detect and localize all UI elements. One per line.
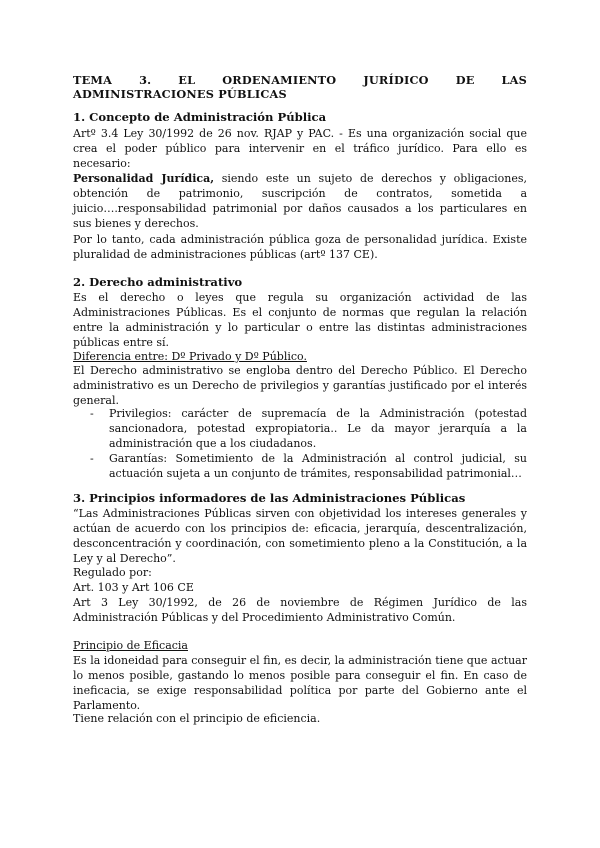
document-title: TEMA 3. EL ORDENAMIENTO JURÍDICO DE LAS ADMINISTRACIONES PÚBLICAS [73,73,527,101]
section-2-heading: 2. Derecho administrativo [73,275,243,289]
section-3-quote: “Las Administraciones Públicas sirven con objetividad los intereses generales y actúan de acuerdo con los principios de: eficacia, jerarquía, descentralización, desconcentración y coordinación, con sometimiento pleno a la Constitución, a la Ley y al Derecho”. [73,507,527,565]
bullet-dash: - [90,407,94,420]
section-1-heading: 1. Concepto de Administración Pública [73,110,327,124]
section-2-paragraph-1: Es el derecho o leyes que regula su organización actividad de las Administraciones Públicas. Es el conjunto de normas que regulan la relación entre la administración y lo particular o entre las distintas administraciones públicas entre sí. [73,291,527,349]
regulated-by-articles: Art. 103 y Art 106 CE [73,581,194,594]
section-3-heading: 3. Principios informadores de las Administraciones Públicas [73,491,466,505]
bullet-text-privilegios: Privilegios: carácter de supremacía de la Administración (potestad sancionadora, potestad expropiatoria.. Le da mayor jerarquía a la administración que a los ciudadanos. [109,407,527,450]
final-paragraph: Tiene relación con el principio de eficiencia. [73,712,321,725]
regulated-by-law: Art 3 Ley 30/1992, de 26 de noviembre de Régimen Jurídico de las Administración Públicas y del Procedimiento Administrativo Común. [73,596,527,624]
section-2-paragraph-2: El Derecho administrativo se engloba dentro del Derecho Público. El Derecho administrativo es un Derecho de privilegios y garantías justificado por el interés general. [73,364,527,407]
bullet-text-garantias: Garantías: Sometimiento de la Administración al control judicial, su actuación sujeta a un conjunto de trámites, responsabilidad patrimonial… [109,452,527,480]
bullet-dash: - [90,452,94,465]
section-1-paragraph-1: Artº 3.4 Ley 30/1992 de 26 nov. RJAP y PAC. - Es una organización social que crea el poder público para intervenir en el tráfico jurídico. Para ello es necesario: [73,127,527,170]
list-item [90,451,527,481]
section-1-paragraph-2 [73,171,527,231]
section-2-bullet-list [92,406,527,481]
principio-eficacia-paragraph: Es la idoneidad para conseguir el fin, es decir, la administración tiene que actuar lo menos posible, gastando lo menos posible para conseguir el fin. En caso de ineficacia, se exige responsabilidad política por parte del Gobierno ante el Parlamento. [73,654,527,712]
section-1-paragraph-3: Por lo tanto, cada administración pública goza de personalidad jurídica. Existe pluralidad de administraciones públicas (artº 137 CE). [73,233,527,261]
personalidad-juridica-term: Personalidad Jurídica, [73,172,215,185]
section-3-subheading: Principio de Eficacia [73,639,188,652]
regulated-by-label: Regulado por: [73,566,152,579]
personalidad-juridica-text: siendo este un sujeto de derechos y obligaciones, obtención de patrimonio, suscripción de contratos, sometida a juicio….responsabilidad patrimonial por daños causados a los particulares en sus bienes y derechos. [73,172,528,230]
list-item [90,406,527,451]
section-2-subheading: Diferencia entre: Dº Privado y Dº Público. [73,350,307,363]
